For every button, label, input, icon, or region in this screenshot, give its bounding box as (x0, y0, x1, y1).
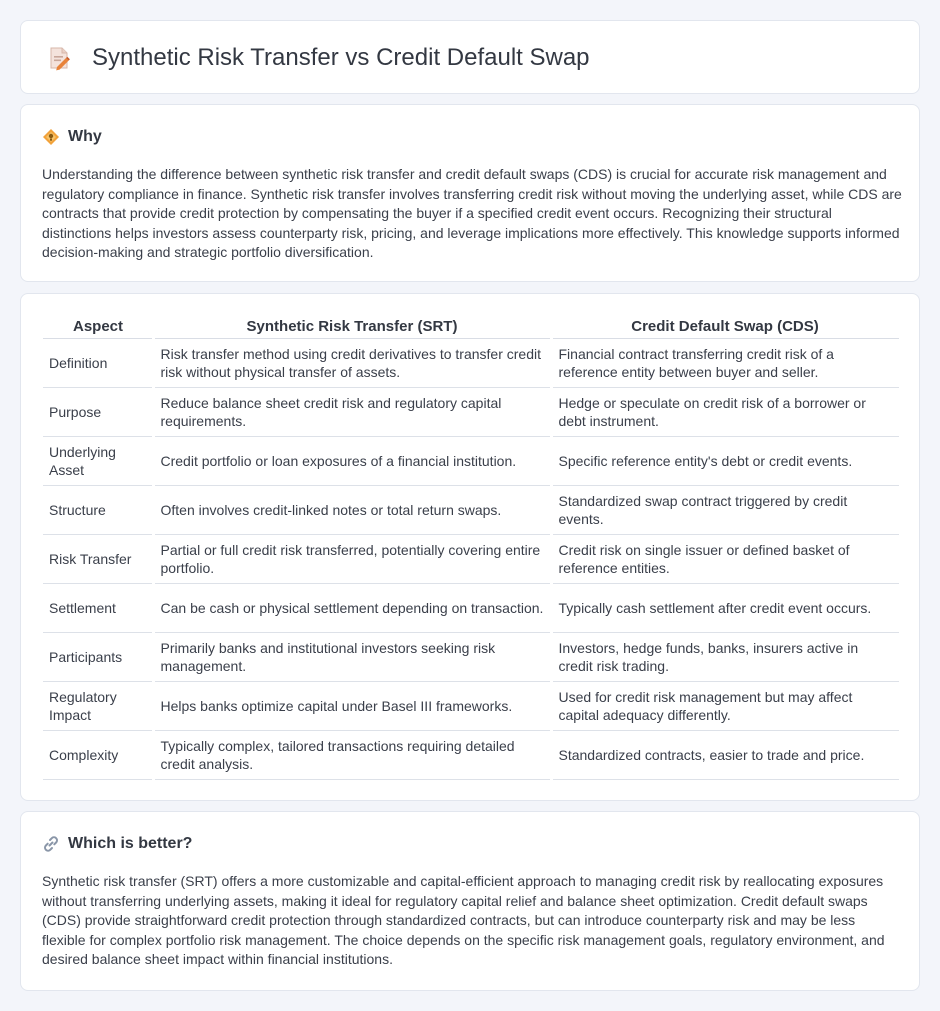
cds-cell: Financial contract transferring credit risk of a reference entity between buyer and seller. (551, 338, 899, 387)
table-header-row (43, 316, 899, 338)
table-row (43, 681, 899, 730)
aspect-cell: Structure (43, 485, 153, 534)
aspect-cell: Complexity (43, 730, 153, 779)
header-srt: Synthetic Risk Transfer (SRT) (153, 316, 551, 338)
document-pencil-icon (46, 45, 72, 71)
table-row (43, 632, 899, 681)
cds-cell: Hedge or speculate on credit risk of a borrower or debt instrument. (551, 387, 899, 436)
srt-cell: Partial or full credit risk transferred, potentially covering entire portfolio. (153, 534, 551, 583)
cds-cell: Standardized swap contract triggered by credit events. (551, 485, 899, 534)
header-aspect: Aspect (43, 316, 153, 338)
aspect-cell: Purpose (43, 387, 153, 436)
header-cds: Credit Default Swap (CDS) (551, 316, 899, 338)
table-row (43, 730, 899, 779)
srt-cell: Can be cash or physical settlement depending on transaction. (153, 583, 551, 632)
srt-cell: Credit portfolio or loan exposures of a financial institution. (153, 436, 551, 485)
table-row (43, 436, 899, 485)
better-heading-row (42, 834, 192, 854)
title-card (20, 20, 920, 94)
srt-cell: Primarily banks and institutional investors seeking risk management. (153, 632, 551, 681)
srt-cell: Reduce balance sheet credit risk and regulatory capital requirements. (153, 387, 551, 436)
aspect-cell: Underlying Asset (43, 436, 153, 485)
table-row (43, 338, 899, 387)
cds-cell: Used for credit risk management but may affect capital adequacy differently. (551, 681, 899, 730)
comparison-card (20, 293, 920, 801)
lightbulb-diamond-icon (42, 128, 60, 146)
srt-cell: Typically complex, tailored transactions requiring detailed credit analysis. (153, 730, 551, 779)
cds-cell: Specific reference entity's debt or credit events. (551, 436, 899, 485)
table-row (43, 534, 899, 583)
aspect-cell: Participants (43, 632, 153, 681)
page-title: Synthetic Risk Transfer vs Credit Default Swap (92, 44, 590, 71)
aspect-cell: Regulatory Impact (43, 681, 153, 730)
cds-cell: Investors, hedge funds, banks, insurers active in credit risk trading. (551, 632, 899, 681)
why-heading: Why (68, 128, 102, 145)
better-heading: Which is better? (68, 835, 193, 852)
srt-cell: Helps banks optimize capital under Basel III frameworks. (153, 681, 551, 730)
why-text: Understanding the difference between synthetic risk transfer and credit default swaps (CDS) is crucial for accurate risk management and regulatory compliance in finance. Synthetic risk transfer involves transferring credit risk without moving the underlying asset, while CDS are contracts that provide credit protection by compensating the buyer if a specified credit event occurs. Recognizing their structural distinctions helps investors assess counterparty risk, pricing, and leverage implications more effectively. This knowledge supports informed decision-making and strategic portfolio diversification. (42, 166, 902, 261)
better-text: Synthetic risk transfer (SRT) offers a more customizable and capital-efficient approach to managing credit risk by reallocating exposures without transferring underlying assets, making it ideal for regulatory capital relief and balance sheet optimization. Credit default swaps (CDS) provide straightforward credit protection through standardized contracts, but can introduce counterparty risk and may be less flexible for complex portfolio risk management. The choice depends on the specific risk management goals, regulatory environment, and desired balance sheet impact within financial institutions. (42, 873, 885, 968)
which-is-better-card (20, 811, 920, 991)
aspect-cell: Settlement (43, 583, 153, 632)
link-icon (42, 835, 60, 853)
aspect-cell: Definition (43, 338, 153, 387)
table-row (43, 583, 899, 632)
comparison-table (43, 316, 899, 780)
srt-cell: Risk transfer method using credit derivatives to transfer credit risk without physical transfer of assets. (153, 338, 551, 387)
why-card (20, 104, 920, 282)
cds-cell: Credit risk on single issuer or defined basket of reference entities. (551, 534, 899, 583)
cds-cell: Standardized contracts, easier to trade and price. (551, 730, 899, 779)
why-heading-row (42, 127, 102, 147)
cds-cell: Typically cash settlement after credit event occurs. (551, 583, 899, 632)
table-row (43, 485, 899, 534)
srt-cell: Often involves credit-linked notes or total return swaps. (153, 485, 551, 534)
table-row (43, 387, 899, 436)
aspect-cell: Risk Transfer (43, 534, 153, 583)
